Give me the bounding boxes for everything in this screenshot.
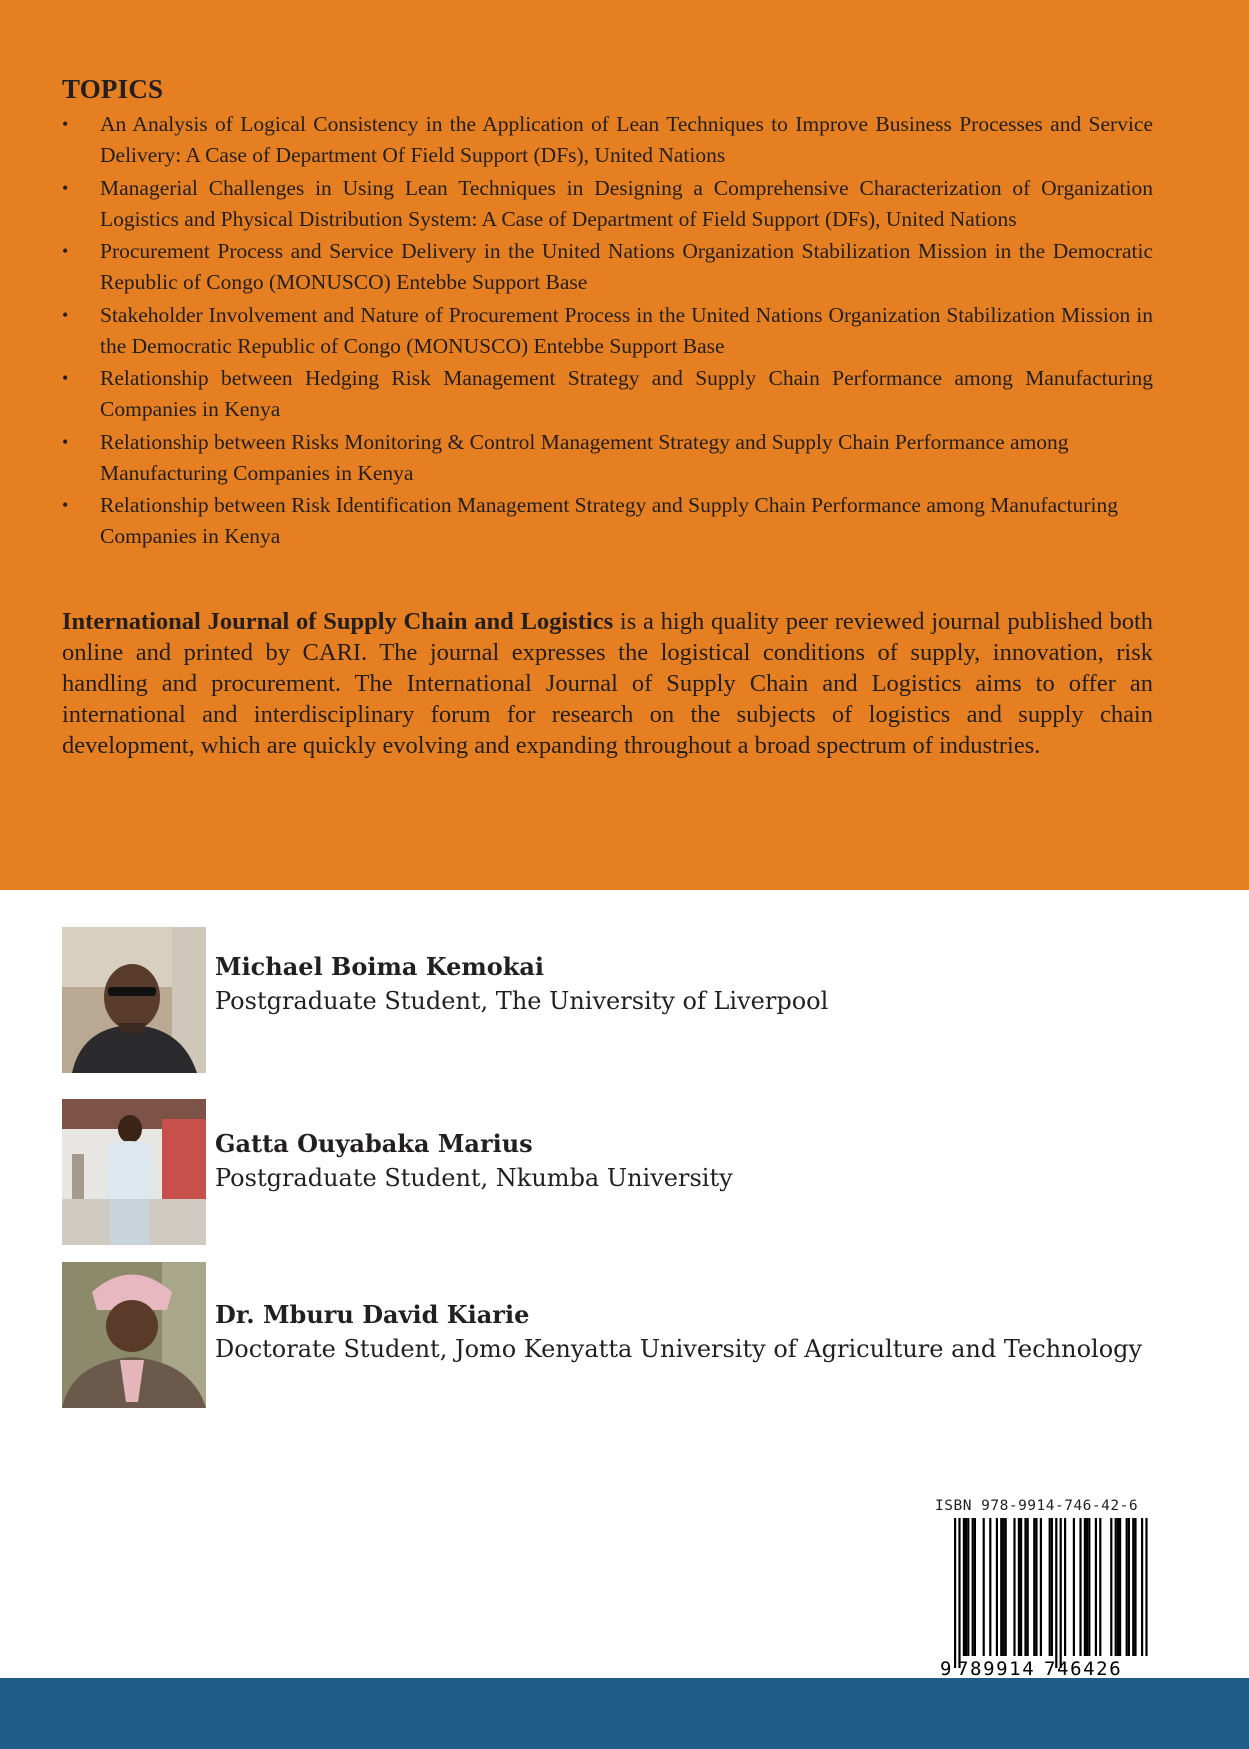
barcode-bar bbox=[1128, 1518, 1130, 1656]
barcode-bar bbox=[1132, 1518, 1134, 1656]
barcode-digit-group-1: 789914 bbox=[957, 1658, 1036, 1678]
journal-description bbox=[62, 606, 1153, 761]
barcode-bar bbox=[963, 1518, 965, 1656]
barcode-bar bbox=[1000, 1518, 1002, 1656]
topic-item bbox=[62, 490, 1153, 552]
topic-text: Stakeholder Involvement and Nature of Procurement Process in the United Nations Organization Stabilization Mission in the Democratic Republic of Congo (MONUSCO) Entebbe Support Base bbox=[100, 302, 1153, 358]
topics-heading: TOPICS bbox=[62, 74, 164, 104]
barcode-bar bbox=[1099, 1518, 1101, 1656]
topic-item bbox=[62, 363, 1153, 425]
barcode-bar bbox=[1079, 1518, 1081, 1656]
topic-item bbox=[62, 300, 1153, 362]
isbn-barcode bbox=[937, 1518, 1150, 1678]
topic-text: Relationship between Hedging Risk Management Strategy and Supply Chain Performance among Manufacturing Companies in Kenya bbox=[100, 366, 1153, 421]
author-name: Michael Boima Kemokai bbox=[215, 952, 545, 981]
barcode-bar bbox=[1117, 1518, 1119, 1656]
bullet-icon: • bbox=[62, 495, 69, 515]
barcode-bar bbox=[1035, 1518, 1037, 1656]
journal-name: International Journal of Supply Chain and Logistics bbox=[62, 608, 614, 635]
bottom-color-band bbox=[0, 1678, 1249, 1749]
author-photo bbox=[62, 927, 206, 1073]
topic-text: An Analysis of Logical Consistency in the Application of Lean Techniques to Improve Business Processes and Service Delivery: A Case of Department Of Field Support (DFs), United Nations bbox=[100, 112, 1153, 167]
author-text bbox=[215, 950, 828, 1018]
bullet-icon: • bbox=[62, 177, 69, 198]
barcode-bar bbox=[1141, 1518, 1143, 1656]
topic-item bbox=[62, 236, 1153, 298]
barcode-bar bbox=[1040, 1518, 1042, 1656]
barcode-bar bbox=[1073, 1518, 1075, 1656]
barcode-bar bbox=[1005, 1518, 1007, 1656]
barcode-bar bbox=[1013, 1518, 1015, 1656]
barcode-digit-group-2: 746426 bbox=[1044, 1658, 1123, 1678]
topic-text: Managerial Challenges in Using Lean Techniques in Designing a Comprehensive Characterization of Organization Logistics and Physical Distribution System: A Case of Department of Field Support (DFs), United Nations bbox=[100, 175, 1153, 231]
barcode-bar bbox=[1049, 1518, 1051, 1656]
author-name: Dr. Mburu David Kiarie bbox=[215, 1300, 530, 1329]
barcode-bar bbox=[1002, 1518, 1004, 1656]
barcode-bar bbox=[1018, 1518, 1020, 1656]
barcode-bar bbox=[989, 1518, 991, 1656]
barcode-bar bbox=[1051, 1518, 1053, 1656]
isbn-label: ISBN 978-9914-746-42-6 bbox=[935, 1498, 1139, 1514]
barcode-bar bbox=[1027, 1518, 1029, 1656]
barcode-bar bbox=[1134, 1518, 1136, 1656]
barcode-bar bbox=[965, 1518, 967, 1656]
barcode-digit-first: 9 bbox=[940, 1658, 952, 1678]
journal-description-text: is a high quality peer reviewed journal published both online and printed by CARI. The journal expresses the logistical conditions of supply, innovation, risk handling and procurement. The International Journal of Supply Chain and Logistics aims to offer an international and interdisciplinary forum for research on the subjects of logistics and supply chain development, which are quickly evolving and expanding throughout a broad spectrum of industries. bbox=[62, 608, 1153, 759]
barcode-bar bbox=[983, 1518, 985, 1656]
topic-text: Relationship between Risks Monitoring & Control Management Strategy and Supply Chain Performance among Manufacturing Companies in Kenya bbox=[100, 429, 1069, 485]
barcode-bar bbox=[1084, 1518, 1086, 1656]
barcode-bar bbox=[1126, 1518, 1128, 1656]
bullet-icon: • bbox=[62, 241, 69, 261]
barcode-bar bbox=[972, 1518, 974, 1656]
topic-item bbox=[62, 173, 1153, 235]
barcode-bar bbox=[967, 1518, 969, 1656]
author-entry bbox=[62, 927, 1162, 1073]
topic-item bbox=[62, 109, 1153, 171]
author-role: Doctorate Student, Jomo Kenyatta University of Agriculture and Technology bbox=[215, 1335, 1143, 1363]
barcode-bar bbox=[1145, 1518, 1147, 1656]
barcode-bar bbox=[1119, 1518, 1121, 1656]
author-entry bbox=[62, 1262, 1162, 1408]
topic-text: Procurement Process and Service Delivery in the United Nations Organization Stabilization Mission in the Democratic Republic of Congo (MONUSCO) Entebbe Support Base bbox=[100, 239, 1153, 294]
barcode-bar bbox=[996, 1518, 998, 1656]
bullet-icon: • bbox=[62, 304, 69, 325]
topic-item bbox=[62, 427, 1153, 489]
barcode-bar bbox=[958, 1518, 960, 1668]
author-role: Postgraduate Student, Nkumba University bbox=[215, 1164, 733, 1192]
author-entry bbox=[62, 1099, 1162, 1245]
bullet-icon: • bbox=[62, 368, 69, 388]
barcode-bar bbox=[1060, 1518, 1062, 1668]
author-photo bbox=[62, 1262, 206, 1408]
topics-list bbox=[62, 109, 1153, 554]
bullet-icon: • bbox=[62, 114, 69, 134]
barcode-bar bbox=[1020, 1518, 1022, 1656]
author-photo bbox=[62, 1099, 206, 1245]
barcode-bar bbox=[1110, 1518, 1112, 1656]
barcode-bar bbox=[1024, 1518, 1026, 1656]
barcode-bar bbox=[1055, 1518, 1057, 1668]
barcode-bar bbox=[1115, 1518, 1117, 1656]
author-text bbox=[215, 1127, 733, 1195]
barcode-bar bbox=[1033, 1518, 1035, 1656]
author-name: Gatta Ouyabaka Marius bbox=[215, 1129, 533, 1158]
barcode-bar bbox=[1086, 1518, 1088, 1656]
barcode-bar bbox=[1095, 1518, 1097, 1656]
barcode-bar bbox=[974, 1518, 976, 1656]
barcode-bar bbox=[1064, 1518, 1066, 1656]
topic-text: Relationship between Risk Identification Management Strategy and Supply Chain Performance among Manufacturing Companies in Kenya bbox=[100, 493, 1119, 548]
author-role: Postgraduate Student, The University of Liverpool bbox=[215, 987, 829, 1015]
barcode-bar bbox=[954, 1518, 956, 1668]
barcode-bar bbox=[1088, 1518, 1090, 1656]
bullet-icon: • bbox=[62, 431, 69, 452]
author-text bbox=[215, 1298, 1142, 1366]
